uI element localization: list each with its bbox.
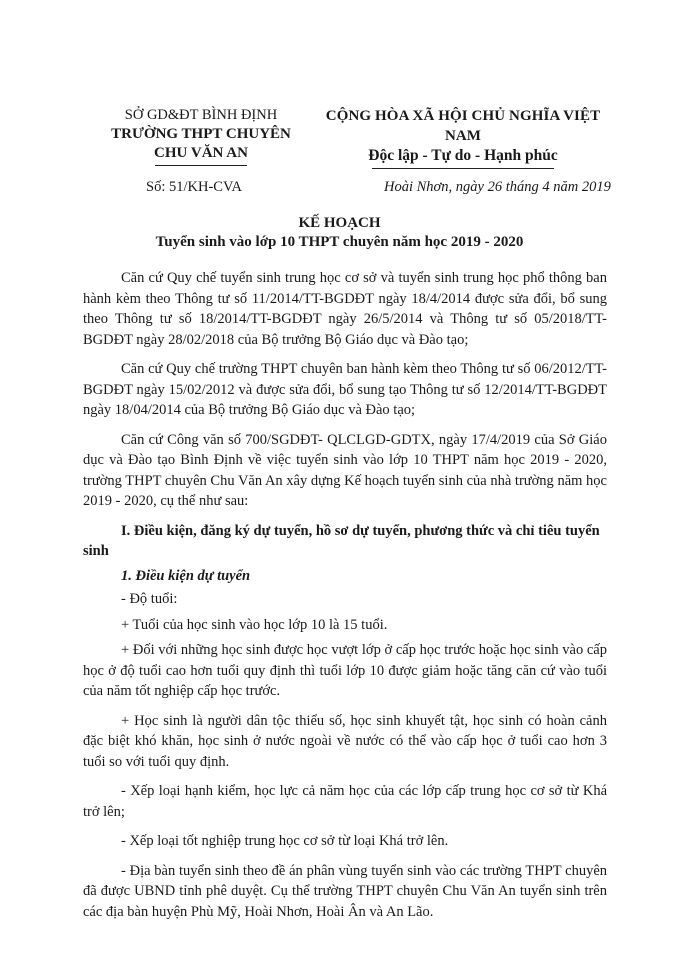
left-header-underline (155, 165, 247, 166)
document-number: Số: 51/KH-CVA (146, 179, 243, 195)
document-subtitle: Tuyển sinh vào lớp 10 THPT chuyên năm học 2019 - 2020 (155, 234, 524, 250)
document-body (83, 268, 607, 931)
list-item: + Học sinh là người dân tộc thiểu số, học sinh khuyết tật, học sinh có hoàn cảnh đặc biệt khó khăn, học sinh ở nước ngoài về nước có thể vào cấp học ở tuổi cao hơn 3 tuổi so với tuổi quy định. (83, 712, 607, 770)
school-name-line2: CHU VĂN AN (154, 145, 248, 161)
section-heading: I. Điều kiện, đăng ký dự tuyển, hồ sơ dự tuyển, phương thức và chỉ tiêu tuyển sinh (83, 522, 600, 559)
list-item: + Đối với những học sinh được học vượt lớp ở cấp học trước hoặc học sinh vào cấp học ở độ tuổi cao hơn tuổi quy định thì tuổi lớp 10 được giảm hoặc tăng căn cứ vào tuổi của năm tốt nghiệp cấp học trước. (83, 642, 607, 699)
list-item: + Tuổi của học sinh vào học lớp 10 là 15 tuổi. (121, 616, 388, 633)
national-motto (312, 106, 614, 169)
country-name: CỘNG HÒA XÃ HỘI CHỦ NGHĨA VIỆT NAM (325, 108, 601, 144)
subsection-heading: 1. Điều kiện dự tuyển (121, 567, 251, 584)
school-name-line1: TRƯỜNG THPT CHUYÊN (111, 126, 291, 142)
issuing-authority (96, 106, 306, 166)
motto: Độc lập - Tự do - Hạnh phúc (368, 147, 558, 164)
paragraph-legal-basis-2: Căn cứ Quy chế trường THPT chuyên ban hành kèm theo Thông tư số 06/2012/TT-BGDĐT ngày 15/02/2012 và được sửa đổi, bổ sung tạo Thông tư số 12/2014/TT-BGDĐT ngày 18/04/2014 của Bộ trưởng Bộ Giáo dục và Đào tạo; (83, 361, 607, 418)
list-item: - Xếp loại tốt nghiệp trung học cơ sở từ loại Khá trở lên. (121, 833, 449, 849)
list-item: - Xếp loại hạnh kiểm, học lực cả năm học của các lớp cấp trung học cơ sở từ Khá trở lên; (83, 783, 607, 820)
right-header-underline (372, 168, 554, 169)
document-title: KẾ HOẠCH (298, 215, 381, 231)
paragraph-legal-basis-3: Căn cứ Công văn số 700/SGDĐT- QLCLGD-GDTX, ngày 17/4/2019 của Sở Giáo dục và Đào tạo Bình Định về việc tuyển sinh vào lớp 10 THPT năm học 2019 - 2020, trường THPT chuyên Chu Văn An xây dựng Kế hoạch tuyển sinh của nhà trường năm học 2019 - 2020, cụ thể như sau: (83, 431, 607, 509)
department-name: SỞ GD&ĐT BÌNH ĐỊNH (124, 107, 278, 123)
place-and-date: Hoài Nhơn, ngày 26 tháng 4 năm 2019 (384, 179, 611, 195)
list-item: - Địa bàn tuyển sinh theo đề án phân vùng tuyển sinh vào các trường THPT chuyên đã được UBND tỉnh phê duyệt. Cụ thể trường THPT chuyên Chu Văn An tuyển sinh trên các địa bàn huyện Phù Mỹ, Hoài Nhơn, Hoài Ân và An Lão. (83, 862, 607, 920)
paragraph-legal-basis-1: Căn cứ Quy chế tuyển sinh trung học cơ sở và tuyển sinh trung học phổ thông ban hành kèm theo Thông tư số 11/2014/TT-BGDĐT ngày 18/4/2014 được sửa đổi, bổ sung theo Thông tư số 18/2014/TT-BGDĐT ngày 26/5/2014 và Thông tư số 05/2018/TT-BGDĐT ngày 28/02/2018 của Bộ trưởng Bộ Giáo dục và Đào tạo; (83, 270, 607, 348)
list-item: - Độ tuổi: (121, 591, 178, 607)
